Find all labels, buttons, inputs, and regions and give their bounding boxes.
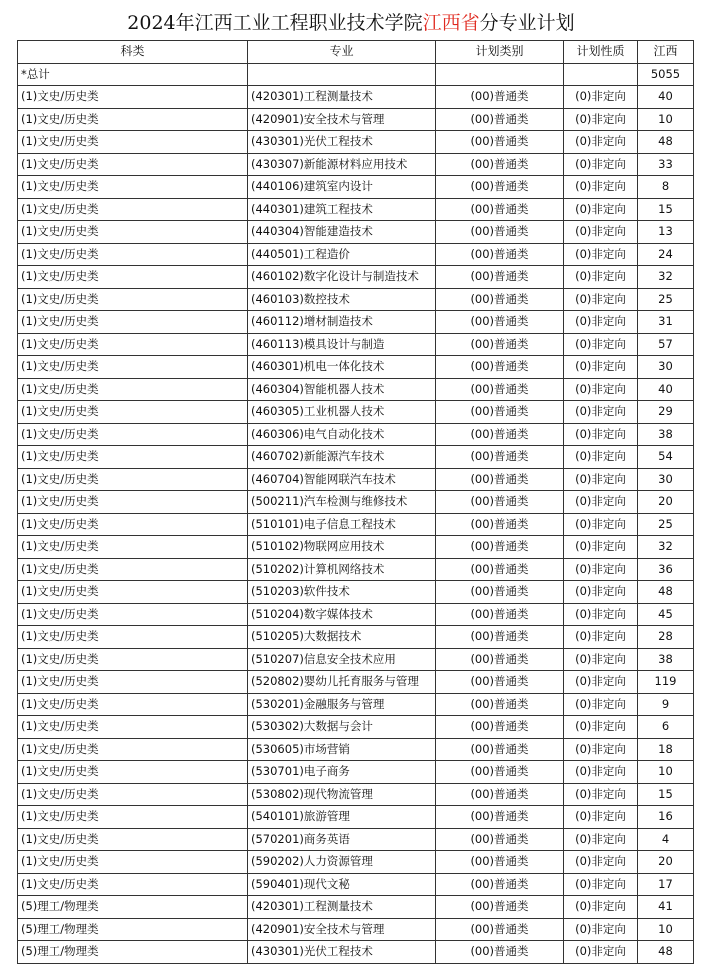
- table-row: [18, 558, 694, 581]
- major-cell: (460702)新能源汽车技术: [248, 446, 436, 469]
- plan-nature-cell: (0)非定向: [564, 603, 638, 626]
- major-cell: (510202)计算机网络技术: [248, 558, 436, 581]
- table-row: [18, 423, 694, 446]
- subject-cell: (1)文史/历史类: [18, 761, 248, 784]
- plan-type-cell: (00)普通类: [436, 311, 564, 334]
- plan-type-cell: (00)普通类: [436, 468, 564, 491]
- plan-nature-cell: (0)非定向: [564, 828, 638, 851]
- table-row: [18, 356, 694, 379]
- count-cell: 32: [638, 536, 694, 559]
- plan-nature-cell: (0)非定向: [564, 626, 638, 649]
- table-row: [18, 536, 694, 559]
- count-cell: 20: [638, 851, 694, 874]
- header-major: 专业: [248, 41, 436, 64]
- major-cell: (530802)现代物流管理: [248, 783, 436, 806]
- major-cell: (540101)旅游管理: [248, 806, 436, 829]
- table-row: [18, 468, 694, 491]
- header-jiangxi: 江西: [638, 41, 694, 64]
- plan-nature-cell: (0)非定向: [564, 918, 638, 941]
- subject-cell: (1)文史/历史类: [18, 558, 248, 581]
- count-cell: 13: [638, 221, 694, 244]
- count-cell: 30: [638, 356, 694, 379]
- table-row: [18, 716, 694, 739]
- count-cell: 57: [638, 333, 694, 356]
- subject-cell: (1)文史/历史类: [18, 243, 248, 266]
- table-row: [18, 198, 694, 221]
- subject-cell: (1)文史/历史类: [18, 446, 248, 469]
- major-cell: (460112)增材制造技术: [248, 311, 436, 334]
- title-province: 江西省: [422, 12, 480, 34]
- subject-cell: (1)文史/历史类: [18, 693, 248, 716]
- empty-cell: [564, 63, 638, 86]
- plan-type-cell: (00)普通类: [436, 851, 564, 874]
- header-plan-type: 计划类别: [436, 41, 564, 64]
- count-cell: 54: [638, 446, 694, 469]
- count-cell: 48: [638, 941, 694, 964]
- plan-nature-cell: (0)非定向: [564, 311, 638, 334]
- major-cell: (510204)数字媒体技术: [248, 603, 436, 626]
- subject-cell: (1)文史/历史类: [18, 378, 248, 401]
- subject-cell: (1)文史/历史类: [18, 333, 248, 356]
- subject-cell: (1)文史/历史类: [18, 401, 248, 424]
- plan-nature-cell: (0)非定向: [564, 243, 638, 266]
- plan-nature-cell: (0)非定向: [564, 941, 638, 964]
- subject-cell: (1)文史/历史类: [18, 288, 248, 311]
- count-cell: 15: [638, 198, 694, 221]
- major-cell: (440106)建筑室内设计: [248, 176, 436, 199]
- count-cell: 29: [638, 401, 694, 424]
- count-cell: 41: [638, 896, 694, 919]
- header-subject: 科类: [18, 41, 248, 64]
- major-cell: (530605)市场营销: [248, 738, 436, 761]
- major-cell: (510203)软件技术: [248, 581, 436, 604]
- major-cell: (590202)人力资源管理: [248, 851, 436, 874]
- plan-nature-cell: (0)非定向: [564, 536, 638, 559]
- count-cell: 6: [638, 716, 694, 739]
- plan-type-cell: (00)普通类: [436, 491, 564, 514]
- plan-type-cell: (00)普通类: [436, 86, 564, 109]
- table-row: [18, 783, 694, 806]
- count-cell: 32: [638, 266, 694, 289]
- subject-cell: (1)文史/历史类: [18, 311, 248, 334]
- subject-cell: (1)文史/历史类: [18, 513, 248, 536]
- count-cell: 48: [638, 131, 694, 154]
- count-cell: 15: [638, 783, 694, 806]
- plan-nature-cell: (0)非定向: [564, 153, 638, 176]
- table-row: [18, 918, 694, 941]
- plan-type-cell: (00)普通类: [436, 828, 564, 851]
- table-row: [18, 693, 694, 716]
- count-cell: 20: [638, 491, 694, 514]
- subject-cell: (1)文史/历史类: [18, 806, 248, 829]
- subject-cell: (1)文史/历史类: [18, 536, 248, 559]
- table-row: [18, 378, 694, 401]
- count-cell: 17: [638, 873, 694, 896]
- subject-cell: (1)文史/历史类: [18, 738, 248, 761]
- table-row: [18, 131, 694, 154]
- plan-nature-cell: (0)非定向: [564, 378, 638, 401]
- plan-nature-cell: (0)非定向: [564, 468, 638, 491]
- table-row: [18, 86, 694, 109]
- plan-nature-cell: (0)非定向: [564, 558, 638, 581]
- subject-cell: (5)理工/物理类: [18, 941, 248, 964]
- plan-nature-cell: (0)非定向: [564, 716, 638, 739]
- plan-type-cell: (00)普通类: [436, 738, 564, 761]
- plan-nature-cell: (0)非定向: [564, 221, 638, 244]
- major-cell: (510101)电子信息工程技术: [248, 513, 436, 536]
- count-cell: 31: [638, 311, 694, 334]
- major-cell: (420901)安全技术与管理: [248, 918, 436, 941]
- subject-cell: (1)文史/历史类: [18, 266, 248, 289]
- table-row: [18, 333, 694, 356]
- major-cell: (440301)建筑工程技术: [248, 198, 436, 221]
- plan-type-cell: (00)普通类: [436, 536, 564, 559]
- plan-type-cell: (00)普通类: [436, 198, 564, 221]
- major-cell: (420301)工程测量技术: [248, 86, 436, 109]
- subject-cell: (1)文史/历史类: [18, 468, 248, 491]
- count-cell: 45: [638, 603, 694, 626]
- plan-nature-cell: (0)非定向: [564, 671, 638, 694]
- header-plan-nature: 计划性质: [564, 41, 638, 64]
- table-row: [18, 491, 694, 514]
- plan-type-cell: (00)普通类: [436, 941, 564, 964]
- plan-type-cell: (00)普通类: [436, 603, 564, 626]
- table-row: [18, 851, 694, 874]
- count-cell: 10: [638, 761, 694, 784]
- count-cell: 33: [638, 153, 694, 176]
- plan-type-cell: (00)普通类: [436, 356, 564, 379]
- major-cell: (430301)光伏工程技术: [248, 941, 436, 964]
- major-cell: (520802)婴幼儿托育服务与管理: [248, 671, 436, 694]
- plan-type-cell: (00)普通类: [436, 626, 564, 649]
- plan-type-cell: (00)普通类: [436, 446, 564, 469]
- plan-nature-cell: (0)非定向: [564, 288, 638, 311]
- subject-cell: (1)文史/历史类: [18, 626, 248, 649]
- major-cell: (500211)汽车检测与维修技术: [248, 491, 436, 514]
- subject-cell: (5)理工/物理类: [18, 896, 248, 919]
- plan-nature-cell: (0)非定向: [564, 423, 638, 446]
- header-row: [18, 41, 694, 64]
- subject-cell: (1)文史/历史类: [18, 221, 248, 244]
- major-cell: (440304)智能建造技术: [248, 221, 436, 244]
- count-cell: 40: [638, 86, 694, 109]
- subject-cell: (1)文史/历史类: [18, 153, 248, 176]
- plan-nature-cell: (0)非定向: [564, 333, 638, 356]
- plan-nature-cell: (0)非定向: [564, 873, 638, 896]
- table-row: [18, 896, 694, 919]
- plan-type-cell: (00)普通类: [436, 266, 564, 289]
- table-row: [18, 603, 694, 626]
- count-cell: 24: [638, 243, 694, 266]
- plan-type-cell: (00)普通类: [436, 806, 564, 829]
- count-cell: 25: [638, 288, 694, 311]
- subject-cell: (5)理工/物理类: [18, 918, 248, 941]
- count-cell: 10: [638, 918, 694, 941]
- plan-nature-cell: (0)非定向: [564, 513, 638, 536]
- major-cell: (530302)大数据与会计: [248, 716, 436, 739]
- empty-cell: [436, 63, 564, 86]
- plan-nature-cell: (0)非定向: [564, 491, 638, 514]
- plan-nature-cell: (0)非定向: [564, 738, 638, 761]
- count-cell: 25: [638, 513, 694, 536]
- title-suffix: 分专业计划: [479, 12, 575, 34]
- plan-type-cell: (00)普通类: [436, 176, 564, 199]
- major-cell: (420901)安全技术与管理: [248, 108, 436, 131]
- plan-type-cell: (00)普通类: [436, 716, 564, 739]
- major-cell: (530201)金融服务与管理: [248, 693, 436, 716]
- major-cell: (460113)模具设计与制造: [248, 333, 436, 356]
- count-cell: 16: [638, 806, 694, 829]
- subject-cell: (1)文史/历史类: [18, 873, 248, 896]
- plan-type-cell: (00)普通类: [436, 896, 564, 919]
- plan-nature-cell: (0)非定向: [564, 131, 638, 154]
- plan-type-cell: (00)普通类: [436, 783, 564, 806]
- page-title: [0, 10, 702, 36]
- plan-nature-cell: (0)非定向: [564, 783, 638, 806]
- major-cell: (460305)工业机器人技术: [248, 401, 436, 424]
- count-cell: 38: [638, 423, 694, 446]
- subject-cell: (1)文史/历史类: [18, 423, 248, 446]
- plan-nature-cell: (0)非定向: [564, 806, 638, 829]
- table-row: [18, 108, 694, 131]
- plan-type-cell: (00)普通类: [436, 671, 564, 694]
- subject-cell: (1)文史/历史类: [18, 671, 248, 694]
- table-row: [18, 266, 694, 289]
- empty-cell: [248, 63, 436, 86]
- major-cell: (510207)信息安全技术应用: [248, 648, 436, 671]
- plan-type-cell: (00)普通类: [436, 558, 564, 581]
- major-cell: (510205)大数据技术: [248, 626, 436, 649]
- table-row: [18, 446, 694, 469]
- count-cell: 30: [638, 468, 694, 491]
- subject-cell: (1)文史/历史类: [18, 198, 248, 221]
- plan-nature-cell: (0)非定向: [564, 851, 638, 874]
- subject-cell: (1)文史/历史类: [18, 491, 248, 514]
- count-cell: 9: [638, 693, 694, 716]
- table-row: [18, 311, 694, 334]
- major-cell: (460102)数字化设计与制造技术: [248, 266, 436, 289]
- total-value: 5055: [638, 63, 694, 86]
- plan-nature-cell: (0)非定向: [564, 86, 638, 109]
- table-row: [18, 941, 694, 964]
- table-row: [18, 243, 694, 266]
- count-cell: 38: [638, 648, 694, 671]
- plan-nature-cell: (0)非定向: [564, 108, 638, 131]
- table-row: [18, 513, 694, 536]
- major-cell: (460304)智能机器人技术: [248, 378, 436, 401]
- plan-nature-cell: (0)非定向: [564, 648, 638, 671]
- plan-nature-cell: (0)非定向: [564, 446, 638, 469]
- count-cell: 10: [638, 108, 694, 131]
- plan-type-cell: (00)普通类: [436, 423, 564, 446]
- subject-cell: (1)文史/历史类: [18, 851, 248, 874]
- major-cell: (460704)智能网联汽车技术: [248, 468, 436, 491]
- subject-cell: (1)文史/历史类: [18, 648, 248, 671]
- plan-type-cell: (00)普通类: [436, 333, 564, 356]
- major-cell: (460301)机电一体化技术: [248, 356, 436, 379]
- table-row: [18, 581, 694, 604]
- plan-type-cell: (00)普通类: [436, 243, 564, 266]
- count-cell: 4: [638, 828, 694, 851]
- plan-nature-cell: (0)非定向: [564, 896, 638, 919]
- subject-cell: (1)文史/历史类: [18, 86, 248, 109]
- major-cell: (510102)物联网应用技术: [248, 536, 436, 559]
- plan-nature-cell: (0)非定向: [564, 761, 638, 784]
- major-cell: (460103)数控技术: [248, 288, 436, 311]
- plan-type-cell: (00)普通类: [436, 401, 564, 424]
- plan-type-cell: (00)普通类: [436, 378, 564, 401]
- count-cell: 36: [638, 558, 694, 581]
- plan-type-cell: (00)普通类: [436, 513, 564, 536]
- subject-cell: (1)文史/历史类: [18, 356, 248, 379]
- major-cell: (570201)商务英语: [248, 828, 436, 851]
- plan-nature-cell: (0)非定向: [564, 581, 638, 604]
- plan-nature-cell: (0)非定向: [564, 266, 638, 289]
- table-row: [18, 806, 694, 829]
- enrollment-plan-table: [17, 40, 694, 964]
- subject-cell: (1)文史/历史类: [18, 716, 248, 739]
- subject-cell: (1)文史/历史类: [18, 603, 248, 626]
- plan-nature-cell: (0)非定向: [564, 356, 638, 379]
- plan-type-cell: (00)普通类: [436, 108, 564, 131]
- plan-type-cell: (00)普通类: [436, 918, 564, 941]
- major-cell: (590401)现代文秘: [248, 873, 436, 896]
- count-cell: 40: [638, 378, 694, 401]
- table-row: [18, 288, 694, 311]
- table-row: [18, 648, 694, 671]
- table-row: [18, 828, 694, 851]
- table-row: [18, 873, 694, 896]
- major-cell: (420301)工程测量技术: [248, 896, 436, 919]
- table-row: [18, 401, 694, 424]
- count-cell: 8: [638, 176, 694, 199]
- subject-cell: (1)文史/历史类: [18, 176, 248, 199]
- table-row: [18, 671, 694, 694]
- total-row: [18, 63, 694, 86]
- table-row: [18, 153, 694, 176]
- major-cell: (440501)工程造价: [248, 243, 436, 266]
- table-row: [18, 761, 694, 784]
- plan-nature-cell: (0)非定向: [564, 693, 638, 716]
- plan-nature-cell: (0)非定向: [564, 176, 638, 199]
- plan-type-cell: (00)普通类: [436, 131, 564, 154]
- table-row: [18, 738, 694, 761]
- subject-cell: (1)文史/历史类: [18, 108, 248, 131]
- plan-type-cell: (00)普通类: [436, 648, 564, 671]
- subject-cell: (1)文史/历史类: [18, 783, 248, 806]
- count-cell: 48: [638, 581, 694, 604]
- plan-type-cell: (00)普通类: [436, 581, 564, 604]
- subject-cell: (1)文史/历史类: [18, 828, 248, 851]
- count-cell: 28: [638, 626, 694, 649]
- subject-cell: (1)文史/历史类: [18, 581, 248, 604]
- plan-nature-cell: (0)非定向: [564, 198, 638, 221]
- table-row: [18, 626, 694, 649]
- plan-type-cell: (00)普通类: [436, 221, 564, 244]
- table-row: [18, 221, 694, 244]
- title-prefix: 2024年江西工业工程职业技术学院: [127, 12, 423, 34]
- count-cell: 18: [638, 738, 694, 761]
- major-cell: (430301)光伏工程技术: [248, 131, 436, 154]
- major-cell: (530701)电子商务: [248, 761, 436, 784]
- count-cell: 119: [638, 671, 694, 694]
- subject-cell: (1)文史/历史类: [18, 131, 248, 154]
- plan-type-cell: (00)普通类: [436, 693, 564, 716]
- plan-type-cell: (00)普通类: [436, 873, 564, 896]
- plan-type-cell: (00)普通类: [436, 153, 564, 176]
- major-cell: (460306)电气自动化技术: [248, 423, 436, 446]
- plan-nature-cell: (0)非定向: [564, 401, 638, 424]
- total-label: *总计: [18, 63, 248, 86]
- major-cell: (430307)新能源材料应用技术: [248, 153, 436, 176]
- plan-type-cell: (00)普通类: [436, 288, 564, 311]
- table-row: [18, 176, 694, 199]
- plan-type-cell: (00)普通类: [436, 761, 564, 784]
